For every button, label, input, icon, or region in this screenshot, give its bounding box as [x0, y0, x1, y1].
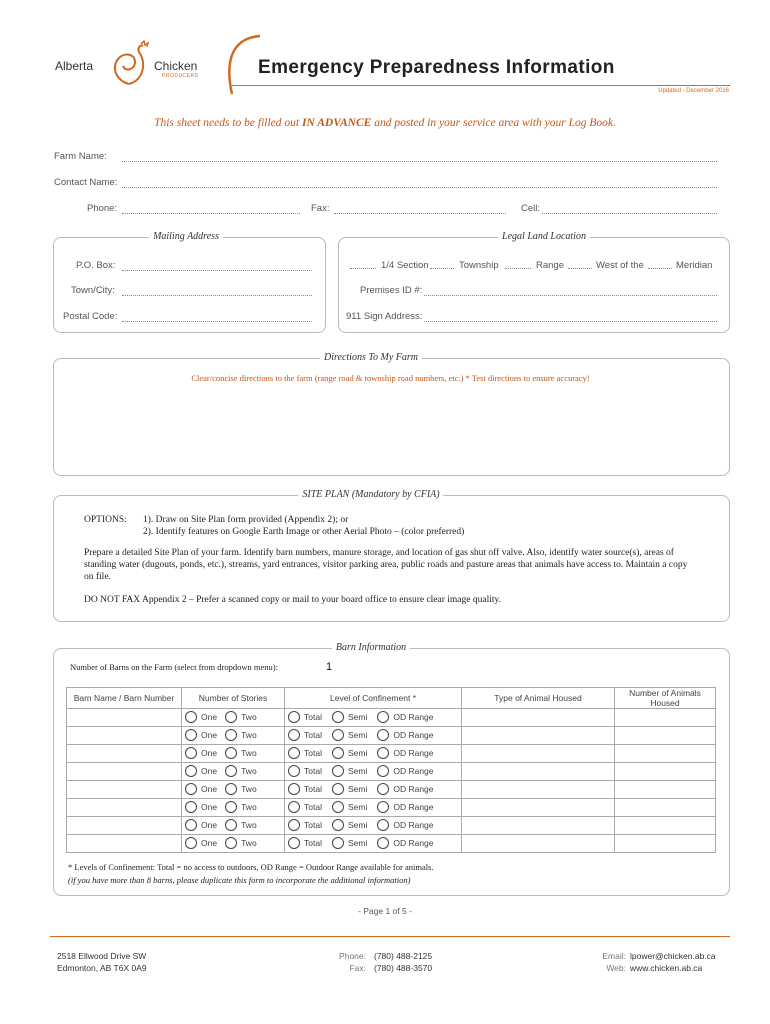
radio-label: One [201, 819, 218, 830]
confinement-cell [285, 835, 462, 853]
radio-option[interactable] [225, 783, 257, 795]
radio-label: One [201, 801, 218, 812]
barn-name-cell[interactable] [67, 835, 182, 853]
table-row [67, 817, 716, 835]
radio-button-icon[interactable] [185, 765, 197, 777]
radio-button-icon[interactable] [377, 837, 389, 849]
town-city-field[interactable] [122, 295, 312, 296]
radio-button-icon[interactable] [225, 819, 237, 831]
radio-button-icon[interactable] [288, 837, 300, 849]
animal-count-cell[interactable] [615, 817, 716, 835]
confinement-cell [285, 799, 462, 817]
range-field[interactable] [568, 268, 592, 269]
radio-option[interactable] [332, 729, 367, 741]
radio-option[interactable] [377, 837, 433, 849]
radio-label: OD Range [393, 801, 434, 812]
table-row [67, 781, 716, 799]
radio-label: One [201, 711, 218, 722]
animal-type-cell[interactable] [462, 835, 615, 853]
confinement-cell [285, 745, 462, 763]
radio-option[interactable] [225, 747, 257, 759]
radio-option[interactable] [185, 729, 217, 741]
stories-cell [182, 835, 285, 853]
range-label: Range [536, 260, 564, 271]
col-confinement: Level of Confinement * [285, 688, 462, 709]
stories-cell [182, 799, 285, 817]
animal-count-cell[interactable] [615, 781, 716, 799]
radio-label: Two [241, 747, 257, 758]
table-row [67, 727, 716, 745]
radio-option[interactable] [288, 819, 322, 831]
directions-legend: Directions To My Farm [320, 352, 422, 363]
table-row [67, 835, 716, 853]
chicken-icon [105, 40, 153, 88]
radio-label: OD Range [393, 765, 434, 776]
radio-option[interactable] [332, 801, 367, 813]
radio-option[interactable] [225, 837, 257, 849]
radio-label: Total [304, 765, 322, 776]
radio-label: Two [241, 729, 257, 740]
intro-emphasis: IN ADVANCE [301, 117, 372, 129]
section-label: 1/4 Section [381, 260, 429, 271]
radio-option[interactable] [332, 819, 367, 831]
num-barns-dropdown[interactable]: 1 [326, 661, 333, 673]
postal-code-field[interactable] [122, 321, 312, 322]
radio-label: Total [304, 801, 322, 812]
radio-option[interactable] [288, 747, 322, 759]
radio-option[interactable] [225, 765, 257, 777]
radio-button-icon[interactable] [332, 765, 344, 777]
duplicate-footnote: (if you have more than 8 barns, please duplicate this form to incorporate the additional information) [68, 875, 411, 885]
premises-id-field[interactable] [424, 295, 717, 296]
radio-option[interactable] [225, 729, 257, 741]
radio-label: Two [241, 819, 257, 830]
confinement-cell [285, 727, 462, 745]
meridian-field[interactable] [648, 268, 672, 269]
radio-button-icon[interactable] [288, 747, 300, 759]
radio-option[interactable] [225, 819, 257, 831]
farm-name-field[interactable] [122, 161, 717, 162]
radio-label: Semi [347, 711, 368, 722]
radio-label: OD Range [393, 747, 434, 758]
intro-text [0, 117, 770, 129]
barn-table-header [67, 688, 716, 709]
radio-option[interactable] [185, 819, 217, 831]
header-rule [232, 85, 730, 86]
sign-address-label: 911 Sign Address: [346, 311, 423, 322]
radio-label: OD Range [393, 729, 434, 740]
radio-label: OD Range [393, 819, 434, 830]
radio-button-icon[interactable] [288, 801, 300, 813]
animal-type-cell[interactable] [462, 799, 615, 817]
radio-option[interactable] [288, 765, 322, 777]
intro-after: and posted in your service area with your Log Book. [371, 117, 616, 129]
options-label: OPTIONS: [84, 515, 127, 525]
confinement-cell [285, 709, 462, 727]
radio-option[interactable] [185, 837, 217, 849]
table-row [67, 745, 716, 763]
radio-button-icon[interactable] [225, 783, 237, 795]
radio-button-icon[interactable] [225, 729, 237, 741]
radio-button-icon[interactable] [377, 765, 389, 777]
radio-option[interactable] [377, 711, 433, 723]
radio-button-icon[interactable] [185, 819, 197, 831]
radio-option[interactable] [377, 819, 433, 831]
po-box-field[interactable] [122, 270, 312, 271]
barn-table [66, 687, 716, 853]
radio-button-icon[interactable] [185, 837, 197, 849]
radio-label: Two [241, 765, 257, 776]
stories-cell [182, 763, 285, 781]
radio-button-icon[interactable] [332, 837, 344, 849]
radio-label: Total [304, 837, 322, 848]
footer-rule [50, 936, 730, 937]
radio-button-icon[interactable] [377, 801, 389, 813]
po-box-label: P.O. Box: [76, 260, 116, 271]
radio-option[interactable] [225, 711, 257, 723]
radio-button-icon[interactable] [377, 747, 389, 759]
radio-option[interactable] [185, 783, 217, 795]
intro-before: This sheet needs to be filled out [154, 117, 302, 129]
radio-option[interactable] [225, 801, 257, 813]
radio-button-icon[interactable] [288, 819, 300, 831]
meridian-label: Meridian [676, 260, 713, 271]
radio-option[interactable] [377, 729, 433, 741]
radio-button-icon[interactable] [332, 783, 344, 795]
radio-label: Semi [347, 837, 368, 848]
footer-web-label: Web: [606, 963, 626, 973]
stories-cell [182, 817, 285, 835]
radio-button-icon[interactable] [377, 729, 389, 741]
section-field[interactable] [350, 268, 376, 269]
sign-address-field[interactable] [424, 321, 717, 322]
barn-name-cell[interactable] [67, 763, 182, 781]
west-of-label: West of the [596, 260, 644, 271]
col-animal-type: Type of Animal Housed [462, 688, 615, 709]
radio-label: Semi [347, 801, 368, 812]
confinement-cell [285, 781, 462, 799]
radio-label: Two [241, 783, 257, 794]
col-animal-count: Number of Animals Housed [615, 688, 716, 709]
fax-field[interactable] [334, 213, 506, 214]
footer-fax: (780) 488-3570 [374, 963, 433, 973]
page-title: Emergency Preparedness Information [258, 57, 615, 78]
barn-name-cell[interactable] [67, 781, 182, 799]
radio-button-icon[interactable] [225, 747, 237, 759]
directions-note: Clear/concise directions to the farm (range road & township road numbers, etc.) * Test directions to ensure accuracy! [191, 373, 590, 383]
radio-button-icon[interactable] [185, 729, 197, 741]
radio-label: Semi [347, 747, 368, 758]
table-row [67, 799, 716, 817]
logo-chicken-text: Chicken [154, 59, 198, 73]
footer-phone: (780) 488-2125 [374, 951, 433, 961]
radio-option[interactable] [185, 765, 217, 777]
barn-name-cell[interactable] [67, 799, 182, 817]
radio-option[interactable] [185, 747, 217, 759]
radio-button-icon[interactable] [185, 747, 197, 759]
radio-button-icon[interactable] [332, 801, 344, 813]
animal-count-cell[interactable] [615, 799, 716, 817]
fax-label: Fax: [311, 203, 330, 214]
site-plan-legend: SITE PLAN (Mandatory by CFIA) [298, 489, 443, 500]
radio-label: One [201, 765, 218, 776]
radio-option[interactable] [332, 711, 367, 723]
page-number: - Page 1 of 5 - [358, 906, 412, 916]
radio-button-icon[interactable] [225, 711, 237, 723]
radio-option[interactable] [332, 837, 367, 849]
confinement-cell [285, 817, 462, 835]
animal-type-cell[interactable] [462, 763, 615, 781]
contact-name-field[interactable] [122, 187, 717, 188]
radio-button-icon[interactable] [225, 765, 237, 777]
radio-option[interactable] [288, 837, 322, 849]
radio-option[interactable] [288, 729, 322, 741]
option-2: 2). Identify features on Google Earth Image or other Aerial Photo – (color preferred) [143, 527, 465, 537]
footer-fax-label: Fax: [349, 963, 366, 973]
radio-button-icon[interactable] [377, 819, 389, 831]
radio-option[interactable] [377, 801, 433, 813]
radio-label: Total [304, 747, 322, 758]
cell-field[interactable] [542, 213, 717, 214]
radio-button-icon[interactable] [288, 765, 300, 777]
footer-phone-label: Phone: [339, 951, 366, 961]
radio-button-icon[interactable] [288, 729, 300, 741]
radio-option[interactable] [185, 801, 217, 813]
radio-button-icon[interactable] [185, 711, 197, 723]
barn-info-legend: Barn Information [332, 642, 410, 653]
cell-label: Cell: [521, 203, 541, 214]
radio-option[interactable] [377, 783, 433, 795]
animal-count-cell[interactable] [615, 763, 716, 781]
stories-cell [182, 745, 285, 763]
animal-count-cell[interactable] [615, 709, 716, 727]
radio-option[interactable] [185, 711, 217, 723]
barn-name-cell[interactable] [67, 709, 182, 727]
animal-type-cell[interactable] [462, 745, 615, 763]
stories-cell [182, 727, 285, 745]
animal-count-cell[interactable] [615, 745, 716, 763]
radio-label: Total [304, 783, 322, 794]
radio-label: One [201, 729, 218, 740]
town-city-label: Town/City: [71, 285, 115, 296]
radio-label: OD Range [393, 837, 434, 848]
phone-field[interactable] [122, 213, 300, 214]
radio-label: Total [304, 819, 322, 830]
footer-email-link[interactable]: lpower@chicken.ab.ca [630, 951, 716, 961]
radio-label: OD Range [393, 783, 434, 794]
logo-producers-text: PRODUCERS [162, 73, 199, 79]
updated-date: Updated - December 2016 [658, 88, 729, 94]
radio-option[interactable] [332, 783, 367, 795]
animal-type-cell[interactable] [462, 817, 615, 835]
phone-label: Phone: [87, 203, 118, 214]
radio-button-icon[interactable] [332, 747, 344, 759]
radio-button-icon[interactable] [332, 711, 344, 723]
radio-label: One [201, 837, 218, 848]
animal-type-cell[interactable] [462, 709, 615, 727]
township-label: Township [459, 260, 499, 271]
radio-option[interactable] [332, 747, 367, 759]
option-1: 1). Draw on Site Plan form provided (Appendix 2); or [143, 515, 349, 525]
mailing-address-legend: Mailing Address [149, 231, 223, 242]
animal-count-cell[interactable] [615, 835, 716, 853]
radio-label: Semi [347, 765, 368, 776]
radio-label: Two [241, 711, 257, 722]
radio-label: Semi [347, 729, 368, 740]
farm-name-label: Farm Name: [54, 151, 107, 162]
township-field[interactable] [505, 268, 531, 269]
radio-option[interactable] [288, 783, 322, 795]
radio-label: Semi [347, 819, 368, 830]
confinement-footnote: * Levels of Confinement: Total = no access to outdoors, OD Range = Outdoor Range available for animals. [68, 862, 434, 872]
confinement-cell [285, 763, 462, 781]
radio-button-icon[interactable] [377, 711, 389, 723]
footer-email-label: Email: [602, 951, 626, 961]
radio-button-icon[interactable] [225, 837, 237, 849]
postal-code-label: Postal Code: [63, 311, 118, 322]
footer-web-link[interactable]: www.chicken.ab.ca [630, 963, 703, 973]
radio-label: Semi [347, 783, 368, 794]
radio-option[interactable] [377, 765, 433, 777]
animal-type-cell[interactable] [462, 781, 615, 799]
contact-name-label: Contact Name: [54, 177, 118, 188]
radio-button-icon[interactable] [377, 783, 389, 795]
radio-button-icon[interactable] [185, 783, 197, 795]
logo-alberta-text: Alberta [55, 59, 94, 73]
radio-button-icon[interactable] [332, 729, 344, 741]
radio-label: Total [304, 729, 322, 740]
radio-label: Two [241, 801, 257, 812]
radio-option[interactable] [288, 711, 322, 723]
radio-option[interactable] [288, 801, 322, 813]
radio-button-icon[interactable] [288, 711, 300, 723]
header-swoosh [222, 34, 262, 96]
radio-label: Two [241, 837, 257, 848]
table-row [67, 709, 716, 727]
radio-button-icon[interactable] [332, 819, 344, 831]
radio-button-icon[interactable] [185, 801, 197, 813]
stories-cell [182, 781, 285, 799]
premises-id-label: Premises ID #: [360, 285, 423, 296]
num-barns-label: Number of Barns on the Farm (select from dropdown menu): [70, 662, 278, 672]
animal-type-cell[interactable] [462, 727, 615, 745]
col-barn-name: Barn Name / Barn Number [67, 688, 182, 709]
radio-label: One [201, 783, 218, 794]
barn-name-cell[interactable] [67, 817, 182, 835]
township-pre-field[interactable] [430, 268, 454, 269]
radio-button-icon[interactable] [288, 783, 300, 795]
animal-count-cell[interactable] [615, 727, 716, 745]
table-row [67, 763, 716, 781]
radio-option[interactable] [377, 747, 433, 759]
legal-land-legend: Legal Land Location [498, 231, 590, 242]
col-stories: Number of Stories [182, 688, 285, 709]
logo [50, 40, 215, 90]
barn-name-cell[interactable] [67, 745, 182, 763]
radio-label: Total [304, 711, 322, 722]
site-plan-paragraph: Prepare a detailed Site Plan of your farm. Identify barn numbers, manure storage, and location of gas shut off valve. Also, identify water source(s), areas of standing water (dugouts, ponds, etc.), streams, yard entrances, visitor parking area, public roads and pasture areas that animals have access to. Maintain a copy on file. [84, 548, 688, 582]
footer-address-2: Edmonton, AB T6X 0A9 [57, 963, 147, 973]
radio-label: OD Range [393, 711, 434, 722]
radio-label: One [201, 747, 218, 758]
footer-address-1: 2518 Ellwood Drive SW [57, 951, 147, 961]
barn-name-cell[interactable] [67, 727, 182, 745]
stories-cell [182, 709, 285, 727]
do-not-fax-note: DO NOT FAX Appendix 2 – Prefer a scanned copy or mail to your board office to ensure clear image quality. [84, 595, 502, 605]
radio-option[interactable] [332, 765, 367, 777]
radio-button-icon[interactable] [225, 801, 237, 813]
